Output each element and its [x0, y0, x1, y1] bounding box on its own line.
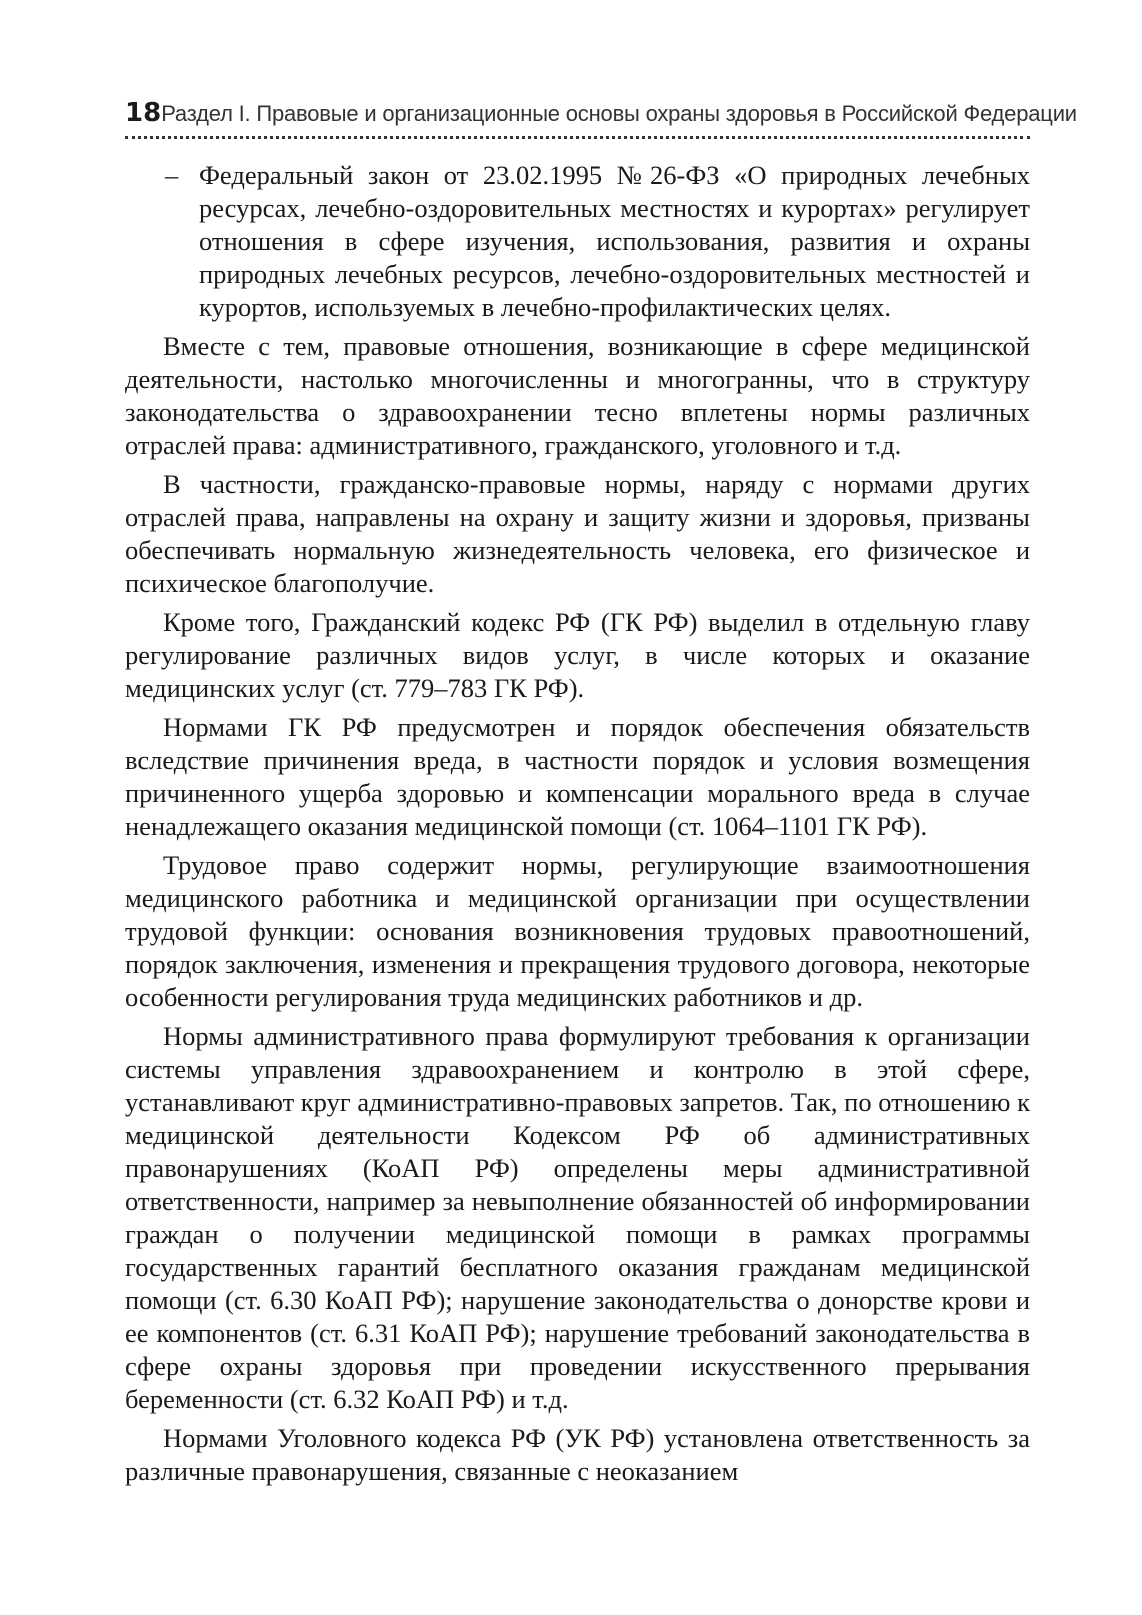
paragraph: Нормы административного права формулируют требования к организации системы управления здравоохранением и контролю в этой сфере, устанавливают круг административно-правовых запретов. Так, по отношению к медицинской деятельности Кодексом РФ об административных правонарушениях (КоАП РФ) определены меры административной ответственности, например за невыполнение обязанностей об информировании граждан о получении медицинской помощи в рамках программы государственных гарантий бесплатного оказания гражданам медицинской помощи (ст. 6.30 КоАП РФ); нарушение законодательства о донорстве крови и ее компонентов (ст. 6.31 КоАП РФ); нарушение требований законодательства в сфере охраны здоровья при проведении искусственного прерывания беременности (ст. 6.32 КоАП РФ) и т.д.: [125, 1021, 1030, 1414]
paragraph: Вместе с тем, правовые отношения, возникающие в сфере медицинской деятельности, настолько многочисленны и многогранны, что в структуру законодательства о здравоохранении тесно вплетены нормы различных отраслей права: административного, гражданского, уголовного и т.д.: [125, 331, 1030, 460]
paragraph: В частности, гражданско-правовые нормы, наряду с нормами других отраслей права, направлены на охрану и защиту жизни и здоровья, призваны обеспечивать нормальную жизнедеятельность человека, его физическое и психическое благополучие.: [125, 469, 1030, 598]
document-page: [125, 98, 1077, 1494]
running-header: [125, 98, 1077, 139]
list-item-text: Федеральный закон от 23.02.1995 №26-ФЗ «О природных лечебных ресурсах, лечебно-оздоровительных местностях и курортах» регулирует отношения в сфере изучения, использования, развития и охраны природных лечебных ресурсов, лечебно-оздоровительных местностей и курортов, используемых в лечебно-профилактических целях.: [199, 160, 1030, 322]
body-text: [125, 159, 1030, 1488]
page-number: 18: [125, 98, 162, 128]
paragraph: Нормами Уголовного кодекса РФ (УК РФ) установлена ответственность за различные правонарушения, связанные с неоказанием: [125, 1423, 1030, 1486]
paragraph: Нормами ГК РФ предусмотрен и порядок обеспечения обязательств вследствие причинения вреда, в частности порядок и условия возмещения причиненного ущерба здоровью и компенсации морального вреда в случае ненадлежащего оказания медицинской помощи (ст. 1064–1101 ГК РФ).: [125, 712, 1030, 841]
paragraph: Кроме того, Гражданский кодекс РФ (ГК РФ) выделил в отдельную главу регулирование различных видов услуг, в числе которых и оказание медицинских услуг (ст. 779–783 ГК РФ).: [125, 607, 1030, 703]
section-title: Раздел I. Правовые и организационные основы охраны здоровья в Российской Федерации: [161, 101, 1077, 126]
list-item: [125, 159, 1030, 324]
list-dash: –: [165, 160, 179, 190]
paragraph: Трудовое право содержит нормы, регулирующие взаимоотношения медицинского работника и медицинской организации при осуществлении трудовой функции: основания возникновения трудовых правоотношений, порядок заключения, изменения и прекращения трудового договора, некоторые особенности регулирования труда медицинских работников и др.: [125, 850, 1030, 1012]
